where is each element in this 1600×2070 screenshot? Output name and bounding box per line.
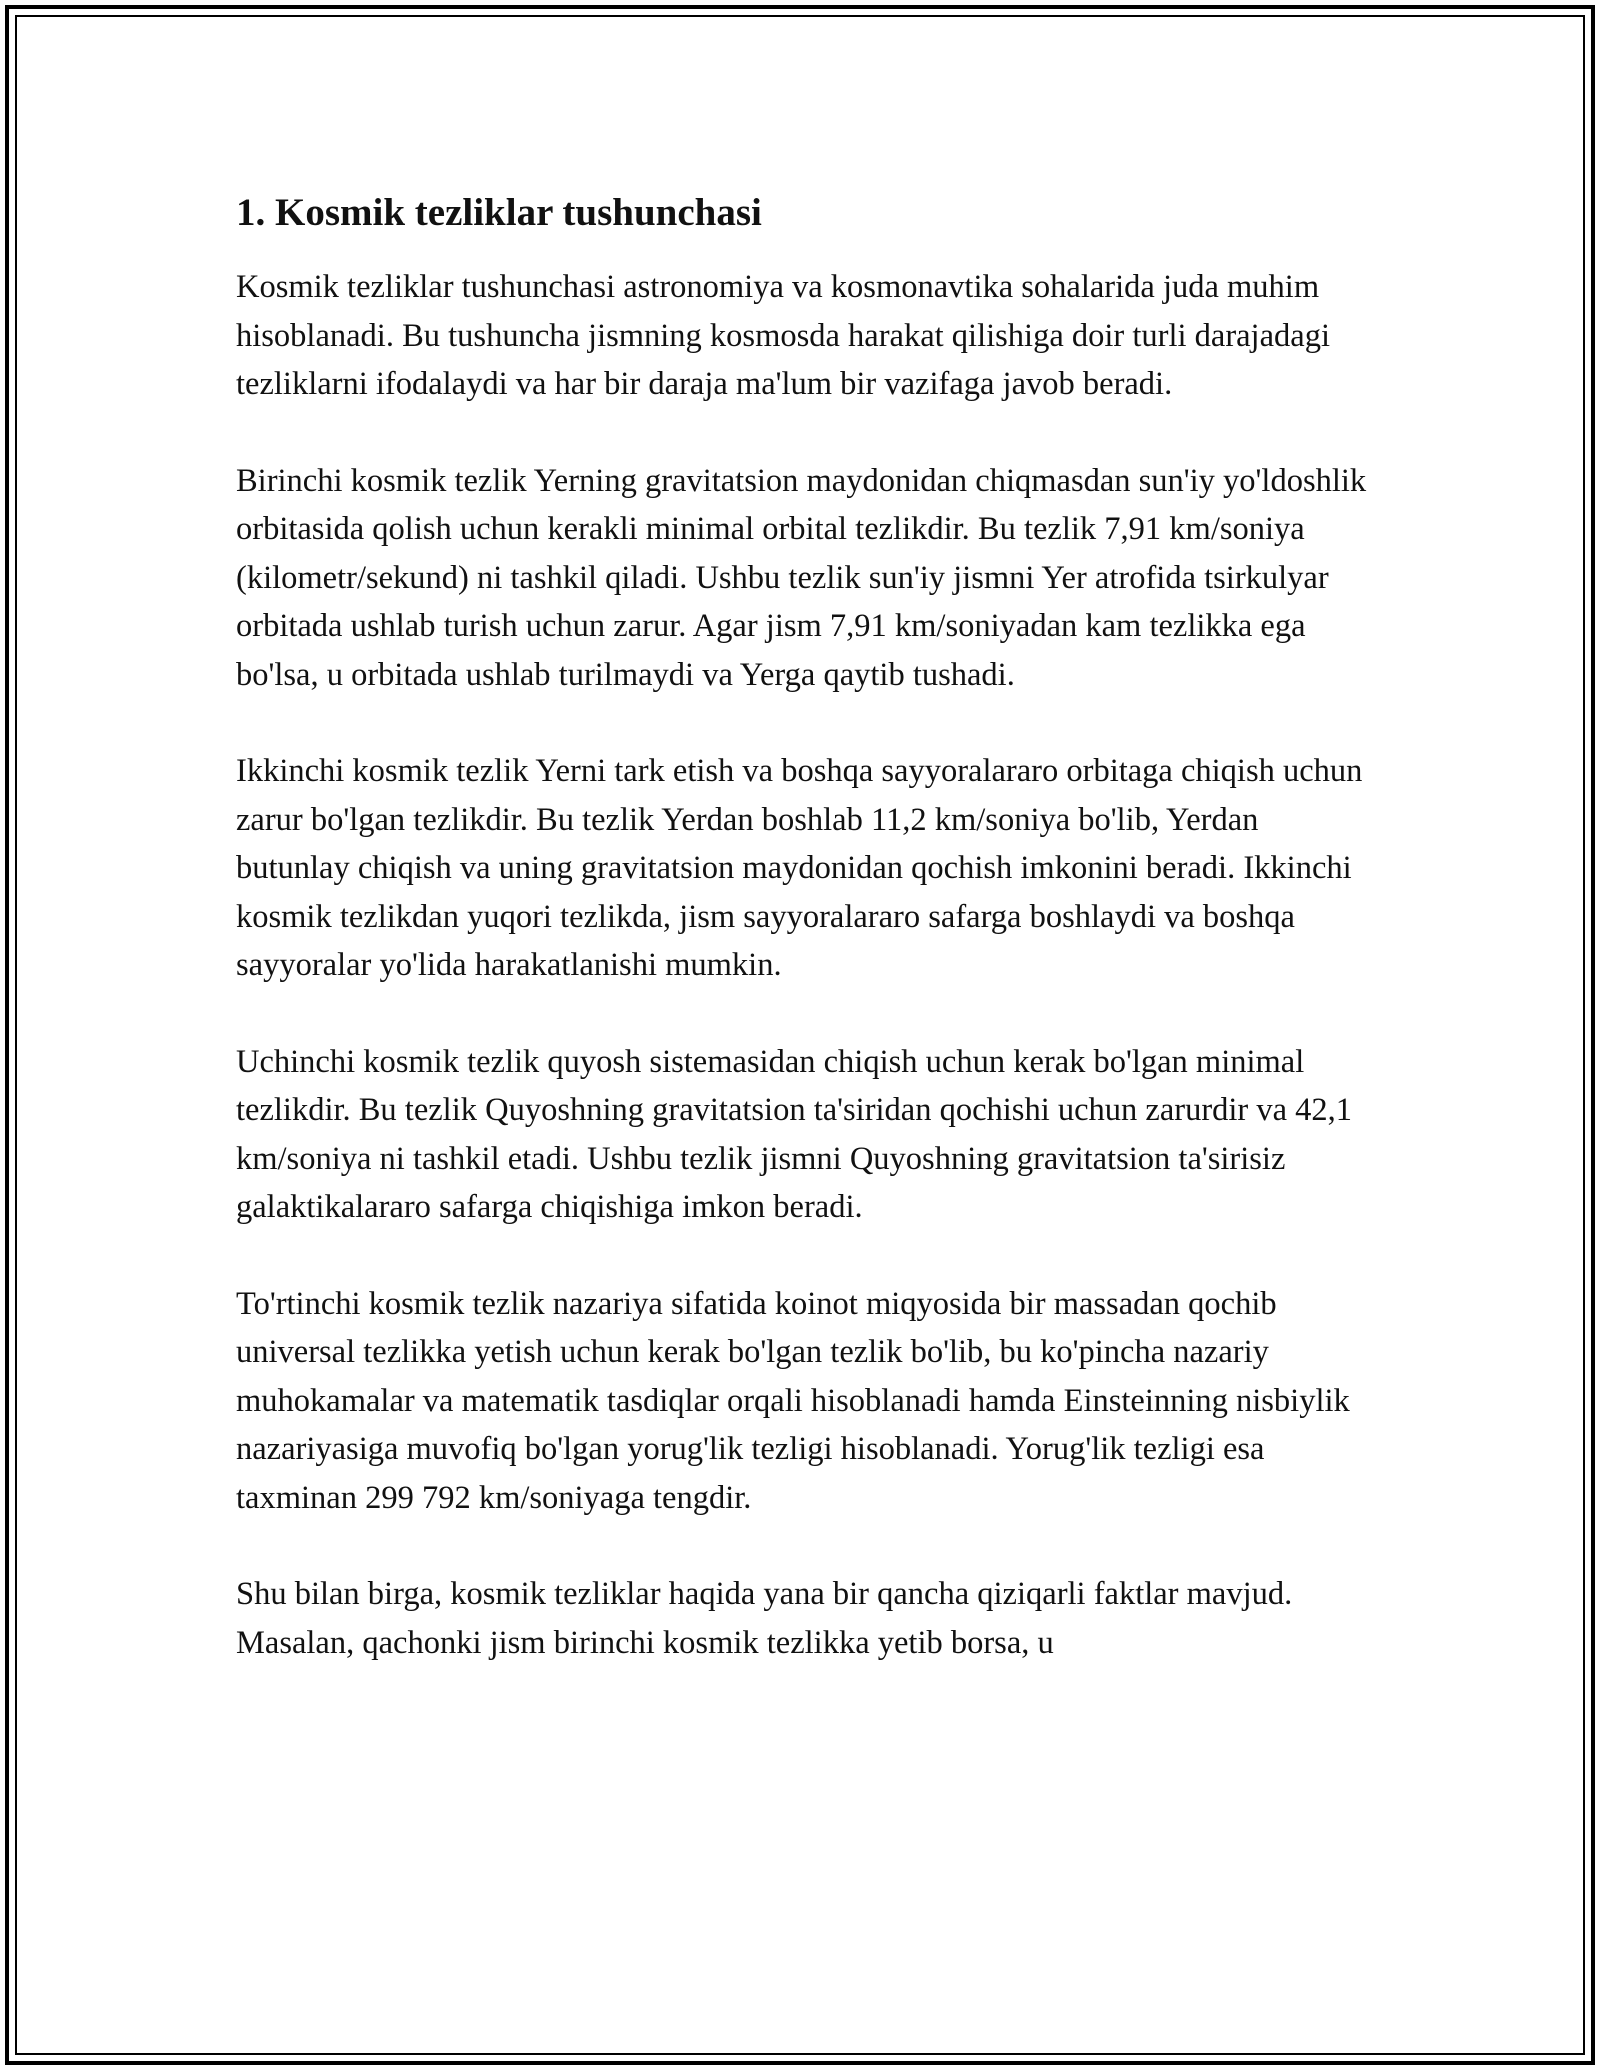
paragraph-facts: Shu bilan birga, kosmik tezliklar haqida yana bir qancha qiziqarli faktlar mavjud. Masalan, qachonki jism birinchi kosmik tezlikka yetib borsa, u — [236, 1576, 1293, 1661]
document-body — [236, 185, 1371, 1667]
paragraph-fourth-cosmic-velocity: To'rtinchi kosmik tezlik nazariya sifatida koinot miqyosida bir massadan qochib universal tezlikka yetish uchun kerak bo'lgan tezlik bo'lib, bu ko'pincha nazariy muhokamalar va matematik tasdiqlar orqali hisoblanadi hamda Einsteinning nisbiylik nazariyasiga muvofiq bo'lgan yorug'lik tezligi hisoblanadi. Yorug'lik tezligi esa taxminan 299 792 km/soniyaga tengdir. — [236, 1285, 1350, 1516]
section-heading: 1. Kosmik tezliklar tushunchasi — [236, 191, 762, 234]
paragraph-intro: Kosmik tezliklar tushunchasi astronomiya va kosmonavtika sohalarida juda muhim hisoblanadi. Bu tushuncha jismning kosmosda harakat qilishiga doir turli darajadagi tezliklarni ifodalaydi va har bir daraja ma'lum bir vazifaga javob beradi. — [236, 269, 1330, 402]
paragraph-second-cosmic-velocity: Ikkinchi kosmik tezlik Yerni tark etish va boshqa sayyoralararo orbitaga chiqish uchun zarur bo'lgan tezlikdir. Bu tezlik Yerdan boshlab 11,2 km/soniya bo'lib, Yerdan butunlay chiqish va uning gravitatsion maydonidan qochish imkonini beradi. Ikkinchi kosmik tezlikdan yuqori tezlikda, jism sayyoralararo safarga boshlaydi va boshqa sayyoralar yo'lida harakatlanishi mumkin. — [236, 753, 1363, 983]
paragraph-first-cosmic-velocity: Birinchi kosmik tezlik Yerning gravitatsion maydonidan chiqmasdan sun'iy yo'ldoshlik orbitasida qolish uchun kerakli minimal orbital tezlikdir. Bu tezlik 7,91 km/soniya (kilometr/sekund) ni tashkil qiladi. Ushbu tezlik sun'iy jismni Yer atrofida tsirkulyar orbitada ushlab turish uchun zarur. Agar jism 7,91 km/soniyadan kam tezlikka ega bo'lsa, u orbitada ushlab turilmaydi va Yerga qaytib tushadi. — [236, 462, 1367, 693]
paragraph-third-cosmic-velocity: Uchinchi kosmik tezlik quyosh sistemasidan chiqish uchun kerak bo'lgan minimal tezlikdir. Bu tezlik Quyoshning gravitatsion ta'siridan qochishi uchun zarurdir va 42,1 km/soniya ni tashkil etadi. Ushbu tezlik jismni Quyoshning gravitatsion ta'sirisiz galaktikalararo safarga chiqishiga imkon beradi. — [236, 1043, 1353, 1225]
